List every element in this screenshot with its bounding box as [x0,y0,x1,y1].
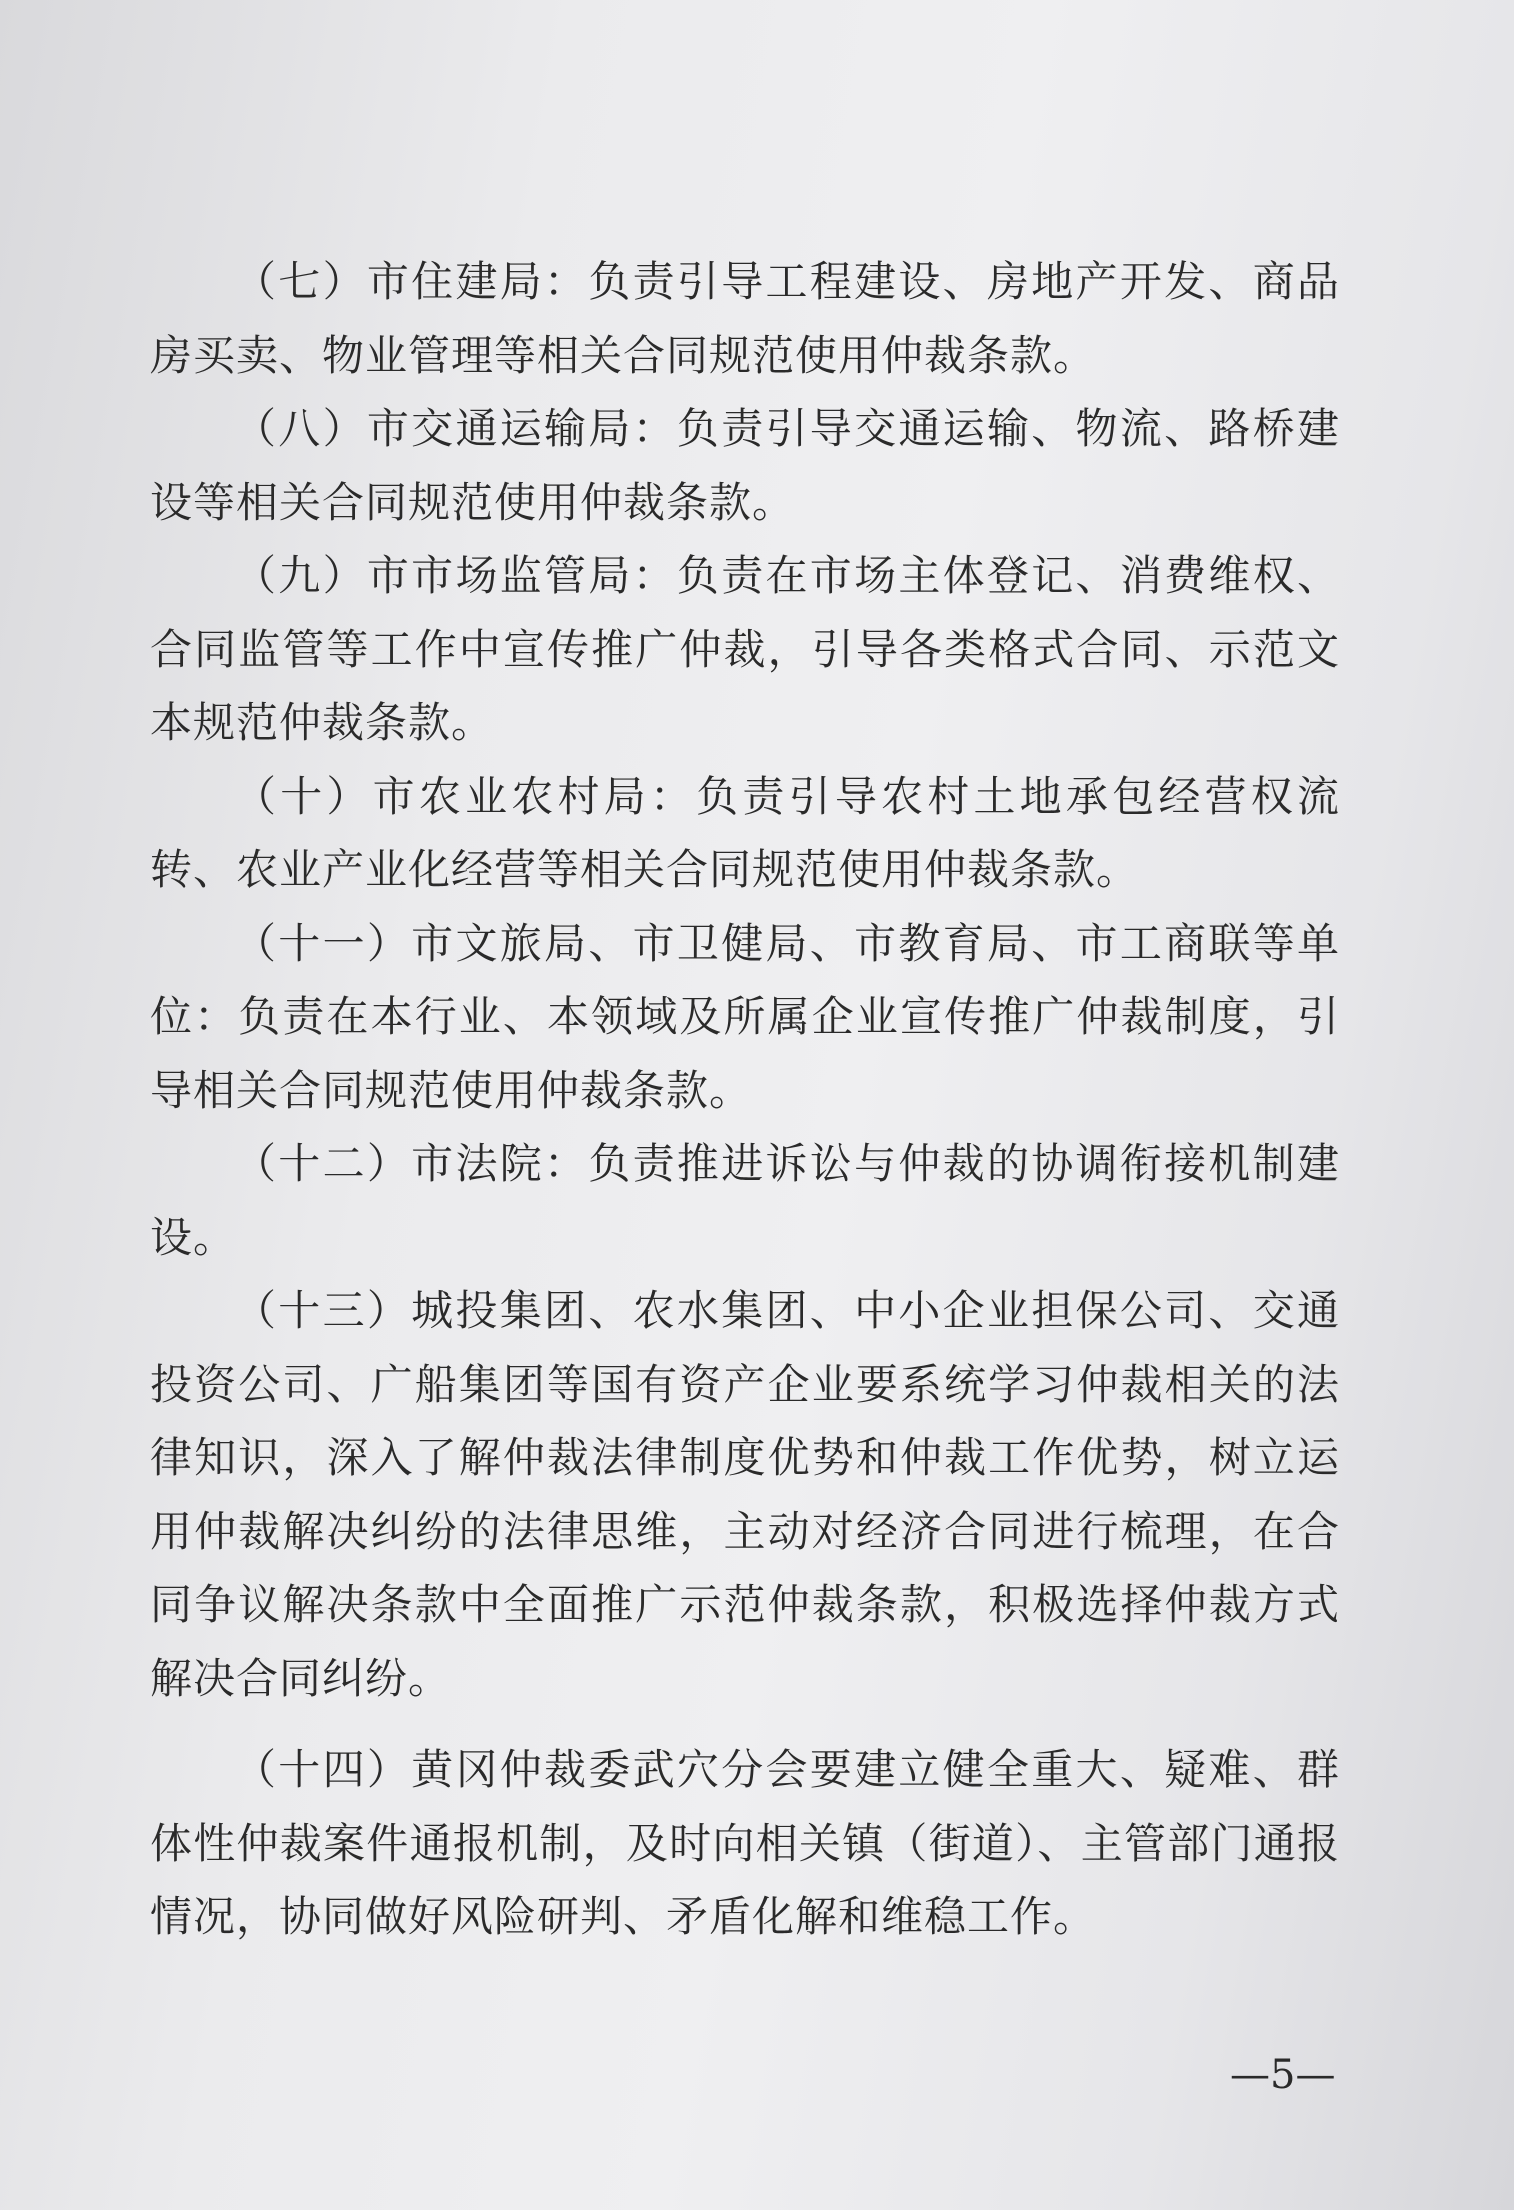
paragraph-8: （八）市交通运输局：负责引导交通运输、物流、路桥建设等相关合同规范使用仲裁条款。 [150,404,1340,527]
paragraph-11: （十一）市文旅局、市卫健局、市教育局、市工商联等单位：负责在本行业、本领域及所属企业宣传推广仲裁制度，引导相关合同规范使用仲裁条款。 [150,918,1340,1115]
paragraph-9: （九）市市场监管局：负责在市场主体登记、消费维权、合同监管等工作中宣传推广仲裁，引导各类格式合同、示范文本规范仲裁条款。 [150,551,1340,747]
paragraph-7: （七）市住建局：负责引导工程建设、房地产开发、商品房买卖、物业管理等相关合同规范使用仲裁条款。 [150,257,1340,380]
paragraph-14: （十四）黄冈仲裁委武穴分会要建立健全重大、疑难、群体性仲裁案件通报机制，及时向相关镇（街道）、主管部门通报情况，协同做好风险研判、矛盾化解和维稳工作。 [150,1745,1340,1941]
body-text [150,245,1340,1954]
page-number: —5— [1230,2052,1336,2098]
paragraph-10: （十）市农业农村局：负责引导农村土地承包经营权流转、农业产业化经营等相关合同规范使用仲裁条款。 [150,771,1340,894]
paragraph-12: （十二）市法院：负责推进诉讼与仲裁的协调衔接机制建设。 [150,1139,1340,1262]
paragraph-13: （十三）城投集团、农水集团、中小企业担保公司、交通投资公司、广船集团等国有资产企业要系统学习仲裁相关的法律知识，深入了解仲裁法律制度优势和仲裁工作优势，树立运用仲裁解决纠纷的法律思维，主动对经济合同进行梳理，在合同争议解决条款中全面推广示范仲裁条款，积极选择仲裁方式解决合同纠纷。 [150,1286,1340,1703]
